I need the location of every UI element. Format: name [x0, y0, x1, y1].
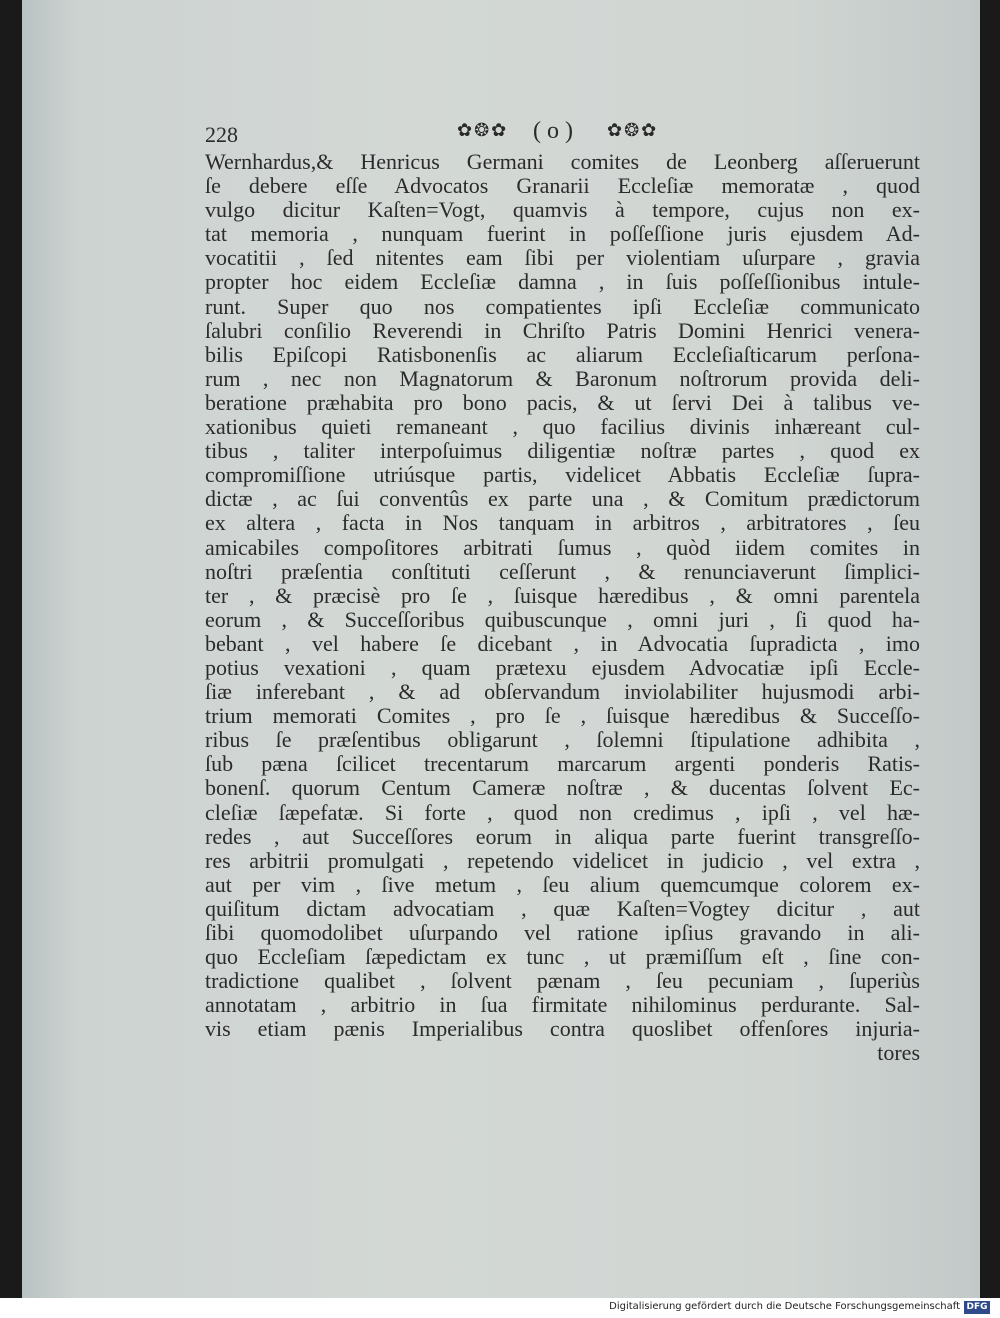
text-line: ter , & præcisè pro ſe , ſuisque hæredibus , & omni parentela: [205, 582, 920, 608]
ornament-left-icon: ✿❂✿: [457, 120, 509, 140]
text-line: ſibi quomodolibet uſurpando vel ratione ipſius gravando in ali-: [205, 920, 920, 945]
text-line: Wernhardus,& Henricus Germani comites de Leonberg aſſeruerunt: [205, 149, 920, 174]
text-line: rum , nec non Magnatorum & Baronum noſtrorum provida deli-: [205, 365, 920, 391]
text-line: quiſitum dictam advocatiam , quæ Kaſten=Vogtey dicitur , aut: [205, 895, 920, 921]
page-number: 228: [205, 122, 238, 147]
text-line: noſtri præſentia conſtituti ceſſerunt , & renunciaverunt ſimplici-: [205, 558, 920, 584]
text-line: trium memorati Comites , pro ſe , ſuisque hæredibus & Succeſſo-: [205, 703, 920, 729]
funding-credit: Digitalisierung gefördert durch die Deutsche Forschungsgemeinschaft: [609, 1301, 960, 1312]
text-line: aut per vim , ſive metum , ſeu alium quemcumque colorem ex-: [205, 871, 920, 897]
text-line: xationibus quieti remaneant , quo facilius divinis inhæreant cul-: [205, 414, 920, 440]
page-header: [205, 118, 705, 148]
text-line: tradictione qualibet , ſolvent pænam , ſeu pecuniam , ſuperiùs: [205, 968, 920, 994]
text-line: vocatitii , ſed nitentes eam ſibi per violentiam uſurpare , gravia: [205, 245, 920, 271]
catchword: tores: [877, 1040, 920, 1066]
text-line: dictæ , ac ſui conventûs ex parte una , & Comitum prædictorum: [205, 486, 920, 512]
text-line: vis etiam pænis Imperialibus contra quoslibet offenſores injuria-: [205, 1016, 920, 1042]
text-line: ſiæ inferebant , & ad obſervandum inviolabiliter hujusmodi arbi-: [205, 679, 920, 705]
text-line: cleſiæ ſæpefatæ. Si forte , quod non credimus , ipſi , vel hæ-: [205, 799, 920, 825]
text-line: annotatam , arbitrio in ſua firmitate nihilominus perdurante. Sal-: [205, 992, 920, 1018]
text-line: quo Eccleſiam ſæpedictam ex tunc , ut præmiſſum eſt , ſine con-: [205, 944, 920, 970]
text-line: bebant , vel habere ſe dicebant , in Advocatia ſupradicta , imo: [205, 630, 920, 656]
text-line: eorum , & Succeſſoribus quibuscunque , omni juri , ſi quod ha-: [205, 606, 920, 632]
text-line: propter hoc eidem Eccleſiæ damna , in ſuis poſſeſſionibus intule-: [205, 269, 920, 295]
text-line: ſub pæna ſcilicet trecentarum marcarum argenti ponderis Ratis-: [205, 751, 920, 777]
text-line: amicabiles compoſitores arbitrati ſumus , quòd iidem comites in: [205, 534, 920, 560]
dfg-logo: DFG: [964, 1301, 990, 1314]
text-line: ſalubri conſilio Reverendi in Chriſto Patris Domini Henrici venera-: [205, 317, 920, 343]
text-line: compromiſſione utriúsque partis, videlicet Abbatis Eccleſiæ ſupra-: [205, 462, 920, 488]
ornament-right-icon: ✿❂✿: [607, 120, 659, 140]
text-line: bonenſ. quorum Centum Cameræ noſtræ , & ducentas ſolvent Ec-: [205, 775, 920, 801]
text-line: beratione præhabita pro bono pacis, & ut ſervi Dei à talibus ve-: [205, 389, 920, 415]
text-line: ex altera , facta in Nos tanquam in arbitros , arbitratores , ſeu: [205, 510, 920, 536]
text-line: bilis Epiſcopi Ratisbonenſis ac aliarum Eccleſiaſticarum perſona-: [205, 341, 920, 367]
text-line: runt. Super quo nos compatientes ipſi Eccleſiæ communicato: [205, 293, 920, 319]
text-line: ſe debere eſſe Advocatos Granarii Eccleſiæ memoratæ , quod: [205, 173, 920, 199]
text-line: potius vexationi , quam prætexu ejusdem Advocatiæ ipſi Eccle-: [205, 654, 920, 680]
body-text: [205, 150, 920, 1066]
text-line: res arbitrii promulgati , repetendo videlicet in judicio , vel extra ,: [205, 847, 920, 873]
header-mark: ( o ): [533, 118, 573, 144]
text-line: tat memoria , nunquam fuerint in poſſeſſione juris ejusdem Ad-: [205, 221, 920, 247]
text-line: tibus , taliter interpoſuimus diligentiæ noſtræ partes , quod ex: [205, 438, 920, 464]
footer-bar: [0, 1298, 1000, 1318]
text-line: vulgo dicitur Kaſten=Vogt, quamvis à tempore, cujus non ex-: [205, 197, 920, 223]
text-line: redes , aut Succeſſores eorum in aliqua parte fuerint transgreſſo-: [205, 823, 920, 849]
text-line: ribus ſe præſentibus obligarunt , ſolemni ſtipulatione adhibita ,: [205, 727, 920, 753]
